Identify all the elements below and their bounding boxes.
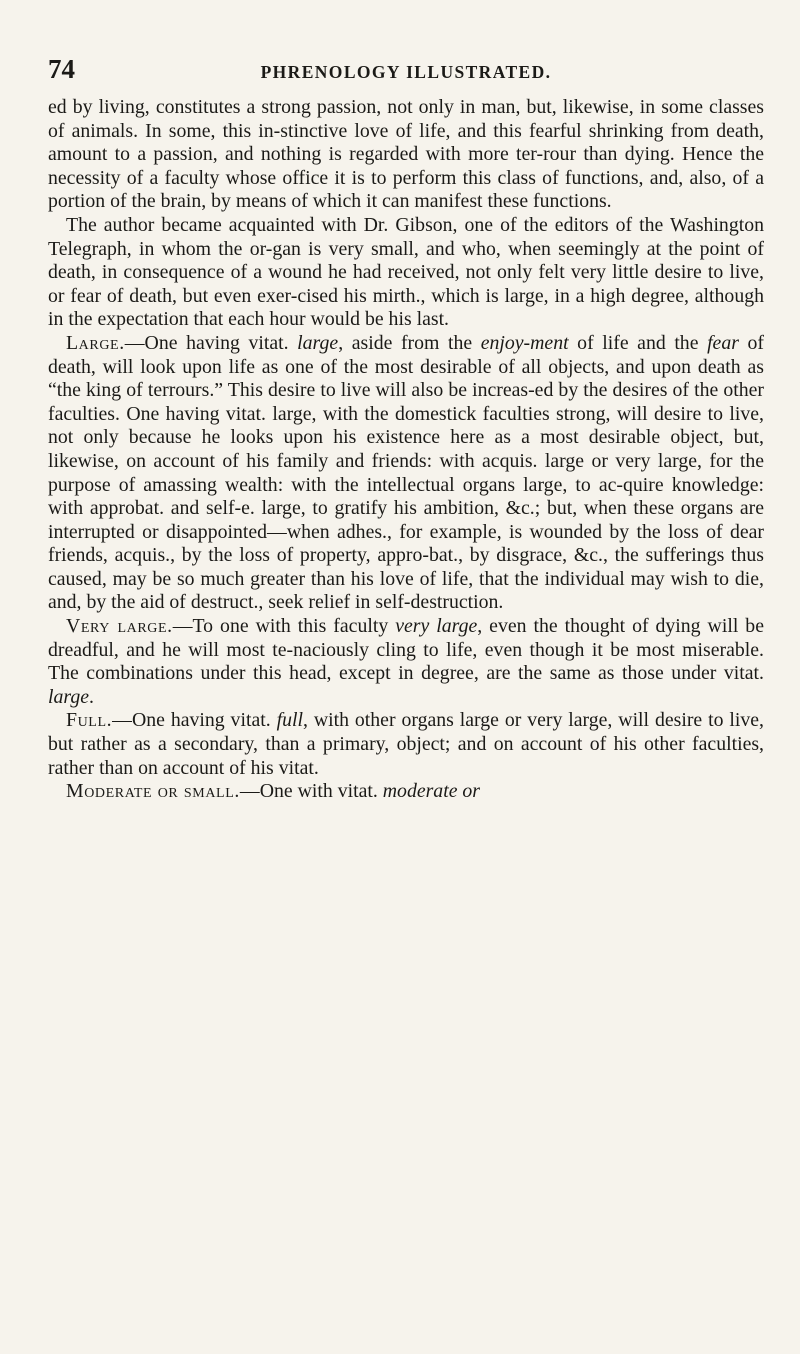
book-page	[48, 54, 764, 804]
running-head	[48, 54, 764, 96]
section-heading-full: Full.	[66, 709, 113, 732]
page-number: 74	[48, 54, 75, 84]
section-heading-very-large: Very large.	[66, 615, 173, 638]
paragraph-dr-gibson: The author became acquainted with Dr. Gibson, one of the editors of the Washington Telegraph, in whom the or-gan is very small, and who, when seemingly at the point of death, in consequence of a wound he had received, not only felt very little desire to live, or fear of death, but even exer-cised his mirth., which is large, in a high degree, although in the expectation that each hour would be his last.	[48, 213, 764, 331]
paragraph-large: Large.—One having vitat. large, aside from the enjoy-ment of life and the fear of death, will look upon life as one of the most desirable of all objects, and upon death as “the king of terrours.” This desire to live will also be increas-ed by the desires of the other faculties. One having vitat. large, with the domestick faculties strong, will desire to live, not only because he looks upon his existence here as a most desirable object, but, likewise, on account of his family and friends: with acquis. large or very large, for the purpose of amassing wealth: with the intellectual organs large, to ac-quire knowledge: with approbat. and self-e. large, to gratify his ambition, &c.; but, when these organs are interrupted or disappointed—when adhes., for example, is wounded by the loss of dear friends, acquis., by the loss of property, appro-bat., by disgrace, &c., the sufferings thus caused, may be so much greater than his love of life, that the individual may wish to die, and, by the aid of destruct., seek relief in self-destruction.	[48, 331, 764, 614]
section-heading-large: Large.	[66, 331, 125, 354]
paragraph-moderate-or-small: Moderate or small.—One with vitat. moderate or	[66, 780, 481, 803]
page-header: PHRENOLOGY ILLUSTRATED.	[260, 62, 552, 82]
paragraph-very-large: Very large.—To one with this faculty very large, even the thought of dying will be dreadful, and he will most te-naciously cling to life, even though it be most miserable. The combinations under this head, except in degree, are the same as those under vitat. large.	[48, 615, 764, 708]
paragraph-continuation: ed by living, constitutes a strong passion, not only in man, but, likewise, in some classes of animals. In some, this in-stinctive love of life, and this fearful shrinking from death, amount to a passion, and nothing is regarded with more ter-rour than dying. Hence the necessity of a faculty whose office it is to perform this class of functions, and, also, of a portion of the brain, by means of which it can manifest these functions.	[48, 96, 764, 213]
body-text	[48, 96, 764, 804]
paragraph-full: Full.—One having vitat. full, with other organs large or very large, will desire to live, but rather as a secondary, than a primary, object; and on account of his other faculties, rather than on account of his vitat.	[48, 709, 764, 779]
section-heading-moderate-or-small: Moderate or small.	[66, 780, 240, 803]
